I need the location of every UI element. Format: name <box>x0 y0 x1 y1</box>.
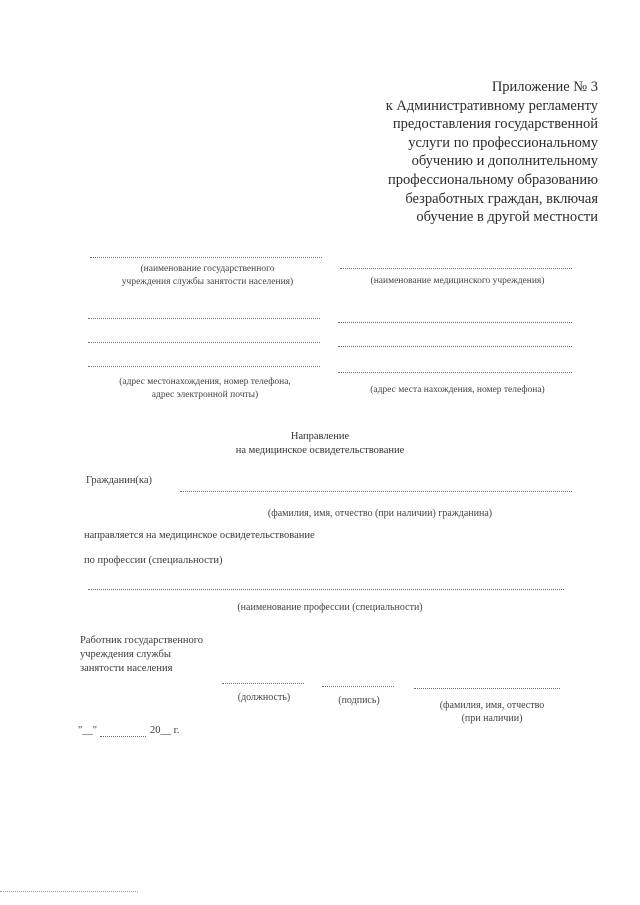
date-month-line <box>100 736 146 737</box>
appendix-header <box>298 78 598 227</box>
document-subtitle: на медицинское освидетельствование <box>235 445 405 456</box>
appendix-line: обучение в другой местности <box>416 209 598 226</box>
address-line-2 <box>88 342 320 343</box>
worker-line-1: Работник государственного <box>80 635 204 646</box>
citizen-name-line <box>180 491 572 492</box>
medical-address-line-3 <box>338 372 572 373</box>
full-name-line <box>414 688 560 689</box>
directed-text: направляется на медицинское освидетельствование <box>84 530 315 541</box>
full-name-caption: (фамилия, имя, отчество (при наличии) <box>439 700 545 724</box>
appendix-line: профессиональному образованию <box>388 171 598 188</box>
medical-address-caption: (адрес места нахождения, номер телефона) <box>370 385 545 395</box>
document-title: Направление <box>290 431 350 442</box>
address-caption: (адрес местонахождения, номер телефона, адрес электронной почты) <box>119 377 291 400</box>
position-caption: (должность) <box>237 692 291 703</box>
signature-caption: (подпись) <box>338 695 380 706</box>
citizen-label: Гражданин(ка) <box>86 475 153 486</box>
citizen-caption: (фамилия, имя, отчество (при наличии) гражданина) <box>267 508 493 519</box>
signature-line <box>322 686 394 687</box>
medical-address-line-1 <box>338 322 572 323</box>
position-line <box>222 683 304 684</box>
medical-address-line-2 <box>338 346 572 347</box>
institution-name-line <box>90 257 322 258</box>
worker-line-3: занятости населения <box>80 663 173 674</box>
date-year: 20__ г. <box>150 725 180 736</box>
appendix-line: Приложение № 3 <box>491 79 598 95</box>
worker-line-2: учреждения службы <box>80 649 171 660</box>
address-line-1 <box>88 318 320 319</box>
appendix-line: обучению и дополнительному <box>411 153 598 170</box>
address-line-3 <box>88 366 320 367</box>
scan-edge-mark <box>0 891 138 892</box>
profession-caption: (наименование профессии (специальности) <box>237 602 423 613</box>
profession-label: по профессии (специальности) <box>84 555 223 566</box>
profession-line <box>88 589 564 590</box>
appendix-line: безработных граждан, включая <box>405 190 598 207</box>
medical-institution-line <box>340 268 572 269</box>
institution-caption: (наименование государственного учреждения службы занятости населения) <box>121 264 294 287</box>
appendix-line: к Административному регламенту <box>385 97 598 114</box>
appendix-line: предоставления государственной <box>392 116 598 133</box>
date-day: "__" <box>78 725 98 736</box>
medical-institution-caption: (наименование медицинского учреждения) <box>370 276 545 286</box>
appendix-line: услуги по профессиональному <box>408 134 598 151</box>
